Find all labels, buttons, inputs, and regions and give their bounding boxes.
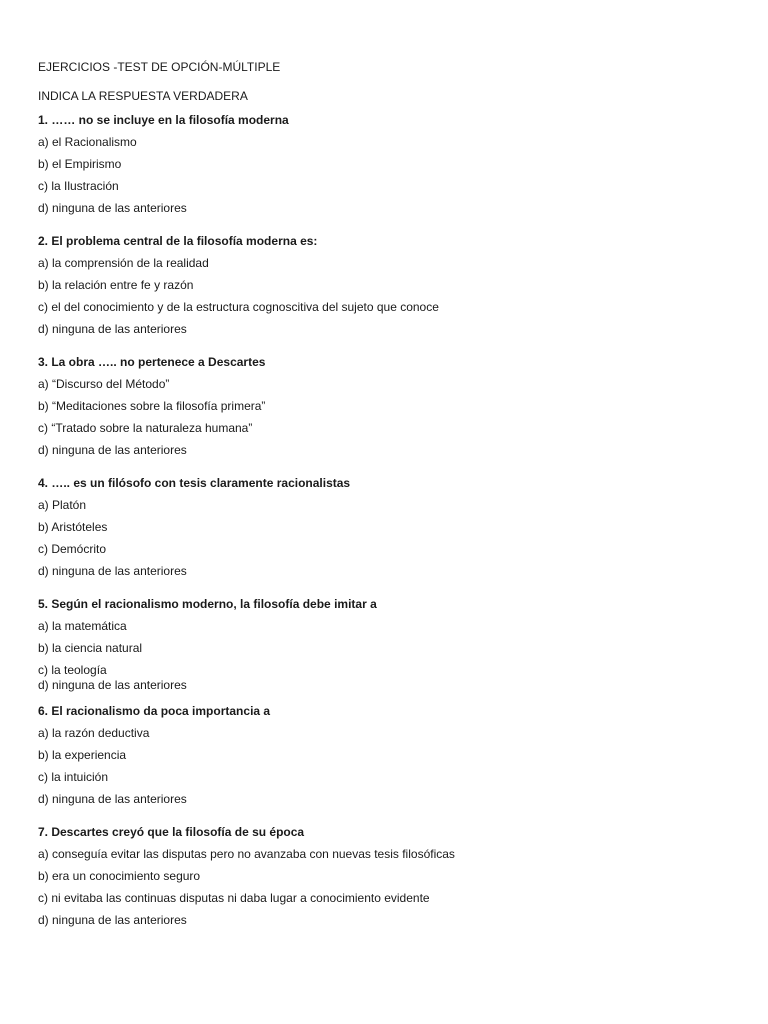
answer-option: d) ninguna de las anteriores [38,322,187,336]
answer-option: a) Platón [38,498,87,512]
question-block-3 [38,351,738,461]
question-block-4 [38,472,738,582]
answer-option: c) “Tratado sobre la naturaleza humana” [38,421,253,435]
answer-option: d) ninguna de las anteriores [38,564,187,578]
question-block-2 [38,230,738,340]
answer-option: a) la matemática [38,619,127,633]
question-block-5 [38,593,738,696]
question-block-6 [38,700,738,810]
question-text: 2. El problema central de la filosofía moderna es: [38,234,318,248]
question-text: 6. El racionalismo da poca importancia a [38,704,271,718]
document-page [38,58,738,942]
answer-option: a) el Racionalismo [38,135,137,149]
question-text: 1. …… no se incluye en la filosofía moderna [38,113,289,127]
question-block-7 [38,821,738,931]
answer-option: b) “Meditaciones sobre la filosofía primera” [38,399,266,413]
question-text: 5. Según el racionalismo moderno, la filosofía debe imitar a [38,597,377,611]
answer-option: a) la comprensión de la realidad [38,256,209,270]
question-block-1 [38,109,738,219]
answer-option: c) la Ilustración [38,179,119,193]
question-text: 4. ….. es un filósofo con tesis claramente racionalistas [38,476,351,490]
answer-option: b) Aristóteles [38,520,108,534]
answer-option: d) ninguna de las anteriores [38,678,187,692]
answer-option: c) el del conocimiento y de la estructura cognoscitiva del sujeto que conoce [38,300,439,314]
answer-option: c) la teología [38,663,107,677]
document-title: EJERCICIOS -TEST DE OPCIÓN-MÚLTIPLE [38,60,281,74]
answer-option: d) ninguna de las anteriores [38,201,187,215]
answer-option: b) la experiencia [38,748,127,762]
answer-option: b) la relación entre fe y razón [38,278,194,292]
answer-option: d) ninguna de las anteriores [38,443,187,457]
answer-option: a) conseguía evitar las disputas pero no avanzaba con nuevas tesis filosóficas [38,847,455,861]
document-instruction: INDICA LA RESPUESTA VERDADERA [38,89,248,103]
answer-option: a) “Discurso del Método” [38,377,170,391]
question-text: 3. La obra ….. no pertenece a Descartes [38,355,266,369]
answer-option: d) ninguna de las anteriores [38,792,187,806]
answer-option: d) ninguna de las anteriores [38,913,187,927]
answer-option: c) Demócrito [38,542,107,556]
answer-option: b) el Empirismo [38,157,122,171]
answer-option: b) la ciencia natural [38,641,143,655]
question-text: 7. Descartes creyó que la filosofía de su época [38,825,305,839]
answer-option: c) la intuición [38,770,109,784]
answer-option: c) ni evitaba las continuas disputas ni daba lugar a conocimiento evidente [38,891,430,905]
answer-option: a) la razón deductiva [38,726,150,740]
answer-option: b) era un conocimiento seguro [38,869,201,883]
